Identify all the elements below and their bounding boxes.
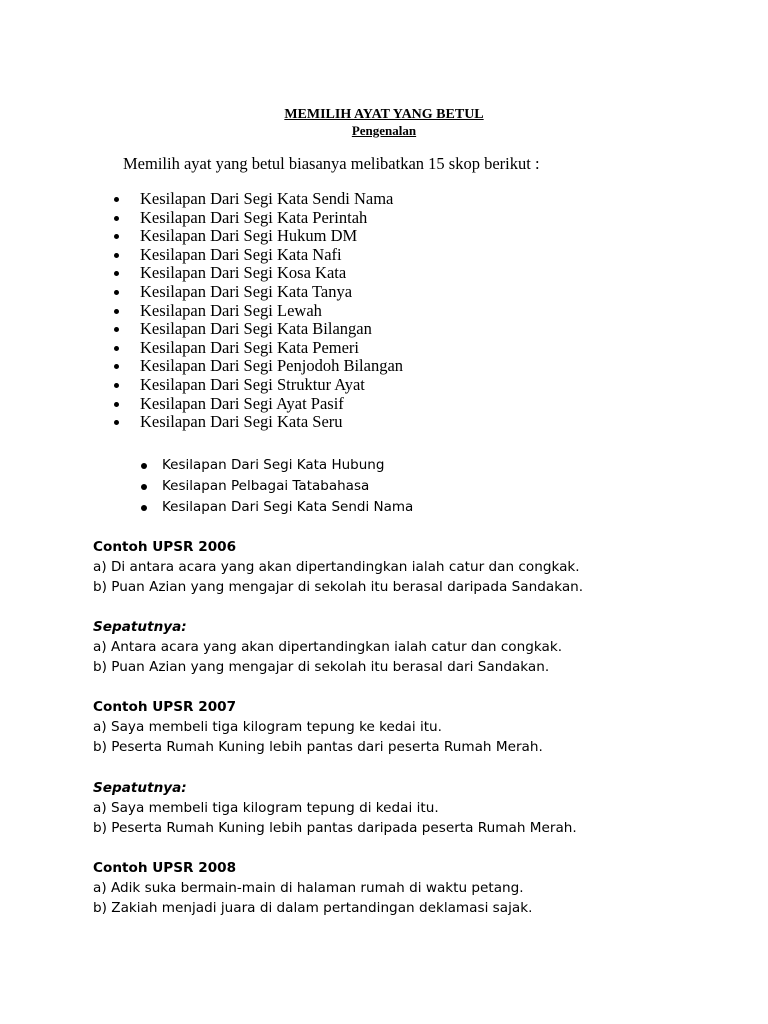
example-line: b) Puan Azian yang mengajar di sekolah itu berasal daripada Sandakan. [93,579,584,595]
list-item-label: Kesilapan Pelbagai Tatabahasa [162,478,370,494]
bullet-icon [114,383,119,388]
list-item [112,320,403,339]
section-heading: Contoh UPSR 2007 [93,699,237,715]
document-title: MEMILIH AYAT YANG BETUL [284,107,484,122]
bullet-icon [114,271,119,276]
list-item [112,283,403,302]
list-item-label: Kesilapan Dari Segi Hukum DM [140,226,358,246]
list-item [112,413,403,432]
list-item [112,209,403,228]
bullet-icon [141,505,147,511]
list-item-label: Kesilapan Dari Segi Penjodoh Bilangan [140,356,404,376]
list-item-label: Kesilapan Dari Segi Kata Sendi Nama [162,499,414,515]
document-subtitle: Pengenalan [351,123,417,138]
list-item-label: Kesilapan Dari Segi Ayat Pasif [140,393,344,413]
list-item-label: Kesilapan Dari Segi Lewah [140,300,322,320]
bullet-icon [114,234,119,239]
example-line: a) Saya membeli tiga kilogram tepung ke kedai itu. [93,719,442,735]
example-line: b) Peserta Rumah Kuning lebih pantas dari peserta Rumah Merah. [93,739,543,755]
list-item-label: Kesilapan Dari Segi Kosa Kata [140,263,347,283]
list-item [140,455,413,476]
section-contoh-2007 [93,697,543,757]
list-item-label: Kesilapan Dari Segi Kata Nafi [140,244,342,264]
example-line: a) Di antara acara yang akan dipertandingkan ialah catur dan congkak. [93,559,580,575]
list-item [112,246,403,265]
list-item [112,302,403,321]
bullet-icon [114,216,119,221]
list-item-label: Kesilapan Dari Segi Struktur Ayat [140,374,365,394]
list-item [112,376,403,395]
bullet-icon [114,253,119,258]
list-item [112,395,403,414]
list-item-label: Kesilapan Dari Segi Kata Hubung [162,457,385,473]
scope-list-serif [112,190,403,432]
section-sepatutnya-2006 [93,617,562,677]
section-heading: Contoh UPSR 2006 [93,539,237,555]
list-item-label: Kesilapan Dari Segi Kata Bilangan [140,319,372,339]
example-line: b) Puan Azian yang mengajar di sekolah itu berasal dari Sandakan. [93,659,550,675]
list-item [112,264,403,283]
example-line: a) Adik suka bermain-main di halaman rumah di waktu petang. [93,880,524,896]
list-item [140,497,413,518]
intro-paragraph: Memilih ayat yang betul biasanya melibatkan 15 skop berikut : [123,154,540,173]
bullet-icon [114,346,119,351]
example-line: a) Antara acara yang akan dipertandingkan ialah catur dan congkak. [93,639,563,655]
list-item-label: Kesilapan Dari Segi Kata Perintah [140,207,368,227]
list-item-label: Kesilapan Dari Segi Kata Sendi Nama [140,189,394,208]
list-item-label: Kesilapan Dari Segi Kata Tanya [140,281,353,301]
section-sepatutnya-2007 [93,778,577,838]
bullet-icon [114,420,119,425]
list-item [112,227,403,246]
section-contoh-2008 [93,858,532,918]
list-item-label: Kesilapan Dari Segi Kata Seru [140,412,343,432]
example-line: b) Zakiah menjadi juara di dalam pertandingan deklamasi sajak. [93,900,533,916]
bullet-icon [141,463,147,469]
example-line: b) Peserta Rumah Kuning lebih pantas daripada peserta Rumah Merah. [93,820,577,836]
bullet-icon [114,309,119,314]
bullet-icon [114,364,119,369]
section-heading: Sepatutnya: [93,780,187,796]
bullet-icon [114,327,119,332]
section-heading: Contoh UPSR 2008 [93,860,237,876]
list-item-label: Kesilapan Dari Segi Kata Pemeri [140,337,360,357]
bullet-icon [114,290,119,295]
list-item [112,339,403,358]
section-heading: Sepatutnya: [93,619,187,635]
bullet-icon [114,402,119,407]
list-item [112,357,403,376]
list-item [112,190,403,209]
list-item [140,476,413,497]
example-line: a) Saya membeli tiga kilogram tepung di kedai itu. [93,800,439,816]
bullet-icon [114,197,119,202]
bullet-icon [141,484,147,490]
scope-list-sans [140,455,413,518]
section-contoh-2006 [93,537,583,597]
